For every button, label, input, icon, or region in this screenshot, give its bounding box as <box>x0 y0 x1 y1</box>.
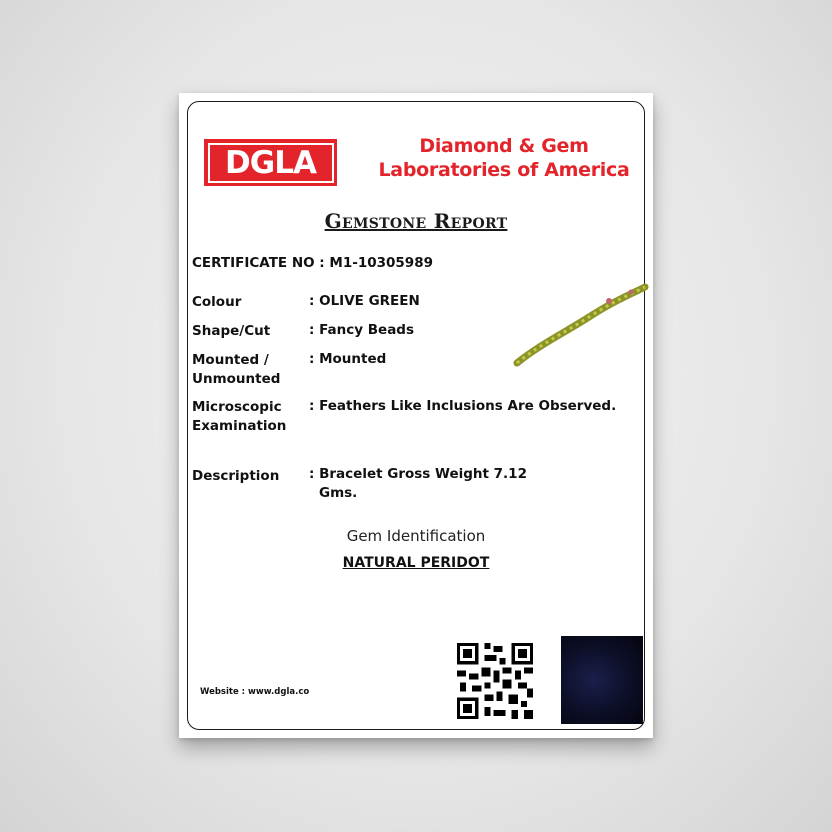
description-label: Description <box>192 468 280 484</box>
logo-text: DGLA <box>208 143 334 183</box>
description-value-line1: : Bracelet Gross Weight 7.12 <box>309 466 527 482</box>
description-value-line2: Gms. <box>319 485 358 501</box>
certificate-number: CERTIFICATE NO : M1-10305989 <box>192 255 433 271</box>
lab-name <box>369 134 639 182</box>
lab-name-line1: Diamond & Gem <box>419 135 589 157</box>
colour-label: Colour <box>192 294 242 310</box>
microscopic-label-line1: Microscopic <box>192 399 282 415</box>
website-footer: Website : www.dgla.co <box>200 687 310 697</box>
mounted-label-line1: Mounted / <box>192 352 269 368</box>
shape-label: Shape/Cut <box>192 323 271 339</box>
mounted-label <box>192 351 280 389</box>
dgla-logo <box>204 139 337 186</box>
qr-code-icon <box>457 643 533 719</box>
lab-name-line2: Laboratories of America <box>378 159 630 181</box>
mounted-value: : Mounted <box>309 351 387 367</box>
gem-identification-heading: Gem Identification <box>346 527 486 545</box>
colour-value: : OLIVE GREEN <box>309 293 420 309</box>
bracelet-photo <box>509 283 649 373</box>
mounted-label-line2: Unmounted <box>192 371 281 387</box>
microscopic-value: : Feathers Like Inclusions Are Observed. <box>309 398 617 414</box>
microscopic-label <box>192 398 286 436</box>
gemstone-report-card <box>179 93 653 738</box>
hologram-sticker <box>561 636 643 724</box>
shape-value: : Fancy Beads <box>309 322 415 338</box>
report-title: Gemstone Report <box>324 209 508 233</box>
description-value <box>309 465 527 503</box>
gem-identification-value: NATURAL PERIDOT <box>342 555 490 571</box>
microscopic-label-line2: Examination <box>192 418 287 434</box>
